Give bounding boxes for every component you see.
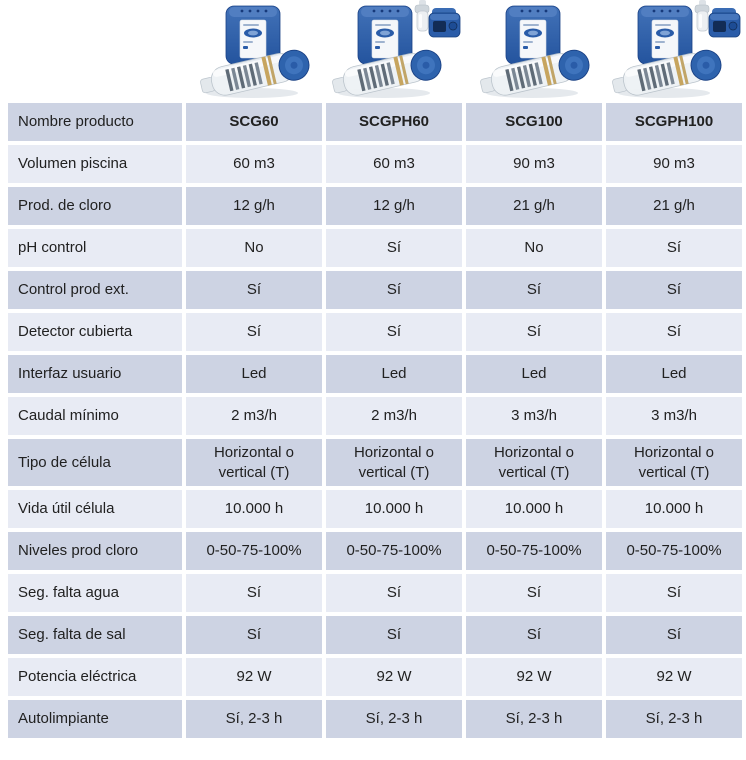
- table-row: [8, 313, 742, 351]
- spec-value-cell: Horizontal o vertical (T): [606, 439, 742, 486]
- spec-value-cell: Sí: [606, 616, 742, 654]
- spec-value-cell: 3 m3/h: [606, 397, 742, 435]
- row-label: Prod. de cloro: [8, 187, 182, 225]
- spec-value-cell: Sí: [326, 271, 462, 309]
- spec-value-cell: 0-50-75-100%: [606, 532, 742, 570]
- spec-value-cell: 21 g/h: [606, 187, 742, 225]
- spec-value-cell: Led: [466, 355, 602, 393]
- spec-value-cell: Led: [326, 355, 462, 393]
- table-row: [8, 103, 742, 141]
- product-image-scgph60: [326, 0, 462, 100]
- spec-value-cell: 10.000 h: [466, 490, 602, 528]
- spec-value-cell: 60 m3: [186, 145, 322, 183]
- product-name-cell: SCG100: [466, 103, 602, 141]
- spec-value-cell: Sí: [186, 616, 322, 654]
- spec-value-cell: No: [186, 229, 322, 267]
- spec-value-cell: Horizontal o vertical (T): [326, 439, 462, 486]
- spec-value-cell: 21 g/h: [466, 187, 602, 225]
- row-label: Interfaz usuario: [8, 355, 182, 393]
- product-image-scg100: [466, 0, 602, 100]
- table-row: [8, 700, 742, 738]
- table-row: [8, 145, 742, 183]
- row-label: Vida útil célula: [8, 490, 182, 528]
- row-label: Tipo de célula: [8, 439, 182, 486]
- table-row: [8, 490, 742, 528]
- table-row: [8, 271, 742, 309]
- product-name-cell: SCGPH100: [606, 103, 742, 141]
- table-row: [8, 397, 742, 435]
- spec-value-cell: 2 m3/h: [186, 397, 322, 435]
- spec-value-cell: 92 W: [326, 658, 462, 696]
- spec-value-cell: 0-50-75-100%: [326, 532, 462, 570]
- spec-value-cell: 10.000 h: [186, 490, 322, 528]
- spec-value-cell: Sí, 2-3 h: [606, 700, 742, 738]
- spec-value-cell: Sí: [606, 574, 742, 612]
- row-label: Potencia eléctrica: [8, 658, 182, 696]
- ph-pump-and-probe: [415, 0, 460, 37]
- product-name-cell: SCGPH60: [326, 103, 462, 141]
- spec-value-cell: Sí: [186, 313, 322, 351]
- spec-value-cell: No: [466, 229, 602, 267]
- spec-value-cell: 60 m3: [326, 145, 462, 183]
- spec-value-cell: Sí: [326, 616, 462, 654]
- spec-value-cell: Sí: [186, 574, 322, 612]
- spec-comparison-table: [0, 103, 742, 738]
- spec-value-cell: Led: [606, 355, 742, 393]
- product-name-cell: SCG60: [186, 103, 322, 141]
- spec-value-cell: Horizontal o vertical (T): [466, 439, 602, 486]
- row-label: Seg. falta agua: [8, 574, 182, 612]
- product-image-scg60: [186, 0, 322, 100]
- spec-value-cell: Sí: [466, 616, 602, 654]
- spec-value-cell: 92 W: [466, 658, 602, 696]
- table-row: [8, 532, 742, 570]
- spec-value-cell: 90 m3: [606, 145, 742, 183]
- row-label: Niveles prod cloro: [8, 532, 182, 570]
- row-label: Autolimpiante: [8, 700, 182, 738]
- row-label: Nombre producto: [8, 103, 182, 141]
- product-image-scgph100: [606, 0, 742, 100]
- spec-value-cell: Sí: [466, 271, 602, 309]
- row-label: Control prod ext.: [8, 271, 182, 309]
- spec-value-cell: Led: [186, 355, 322, 393]
- spec-value-cell: Sí: [326, 574, 462, 612]
- row-label: Seg. falta de sal: [8, 616, 182, 654]
- spec-value-cell: 0-50-75-100%: [186, 532, 322, 570]
- spec-value-cell: 2 m3/h: [326, 397, 462, 435]
- table-row: [8, 616, 742, 654]
- table-row: [8, 439, 742, 486]
- spec-value-cell: Sí: [326, 229, 462, 267]
- spec-value-cell: Sí: [606, 313, 742, 351]
- spec-value-cell: 90 m3: [466, 145, 602, 183]
- spec-value-cell: 10.000 h: [326, 490, 462, 528]
- spec-value-cell: 3 m3/h: [466, 397, 602, 435]
- table-row: [8, 229, 742, 267]
- row-label: Caudal mínimo: [8, 397, 182, 435]
- table-row: [8, 658, 742, 696]
- table-row: [8, 187, 742, 225]
- spec-value-cell: 92 W: [606, 658, 742, 696]
- spec-value-cell: Horizontal o vertical (T): [186, 439, 322, 486]
- table-row: [8, 355, 742, 393]
- spec-value-cell: Sí: [186, 271, 322, 309]
- row-label: Volumen piscina: [8, 145, 182, 183]
- spec-value-cell: Sí, 2-3 h: [466, 700, 602, 738]
- spec-value-cell: 10.000 h: [606, 490, 742, 528]
- row-label: Detector cubierta: [8, 313, 182, 351]
- spec-value-cell: 12 g/h: [326, 187, 462, 225]
- spec-value-cell: 0-50-75-100%: [466, 532, 602, 570]
- ph-pump-and-probe: [695, 0, 740, 37]
- spec-value-cell: 92 W: [186, 658, 322, 696]
- spec-value-cell: Sí: [466, 313, 602, 351]
- table-row: [8, 574, 742, 612]
- spec-value-cell: Sí: [606, 229, 742, 267]
- row-label: pH control: [8, 229, 182, 267]
- product-image-row: [0, 0, 746, 100]
- spec-value-cell: Sí: [466, 574, 602, 612]
- spec-value-cell: Sí, 2-3 h: [186, 700, 322, 738]
- spec-value-cell: 12 g/h: [186, 187, 322, 225]
- spec-value-cell: Sí: [326, 313, 462, 351]
- spec-value-cell: Sí, 2-3 h: [326, 700, 462, 738]
- spec-value-cell: Sí: [606, 271, 742, 309]
